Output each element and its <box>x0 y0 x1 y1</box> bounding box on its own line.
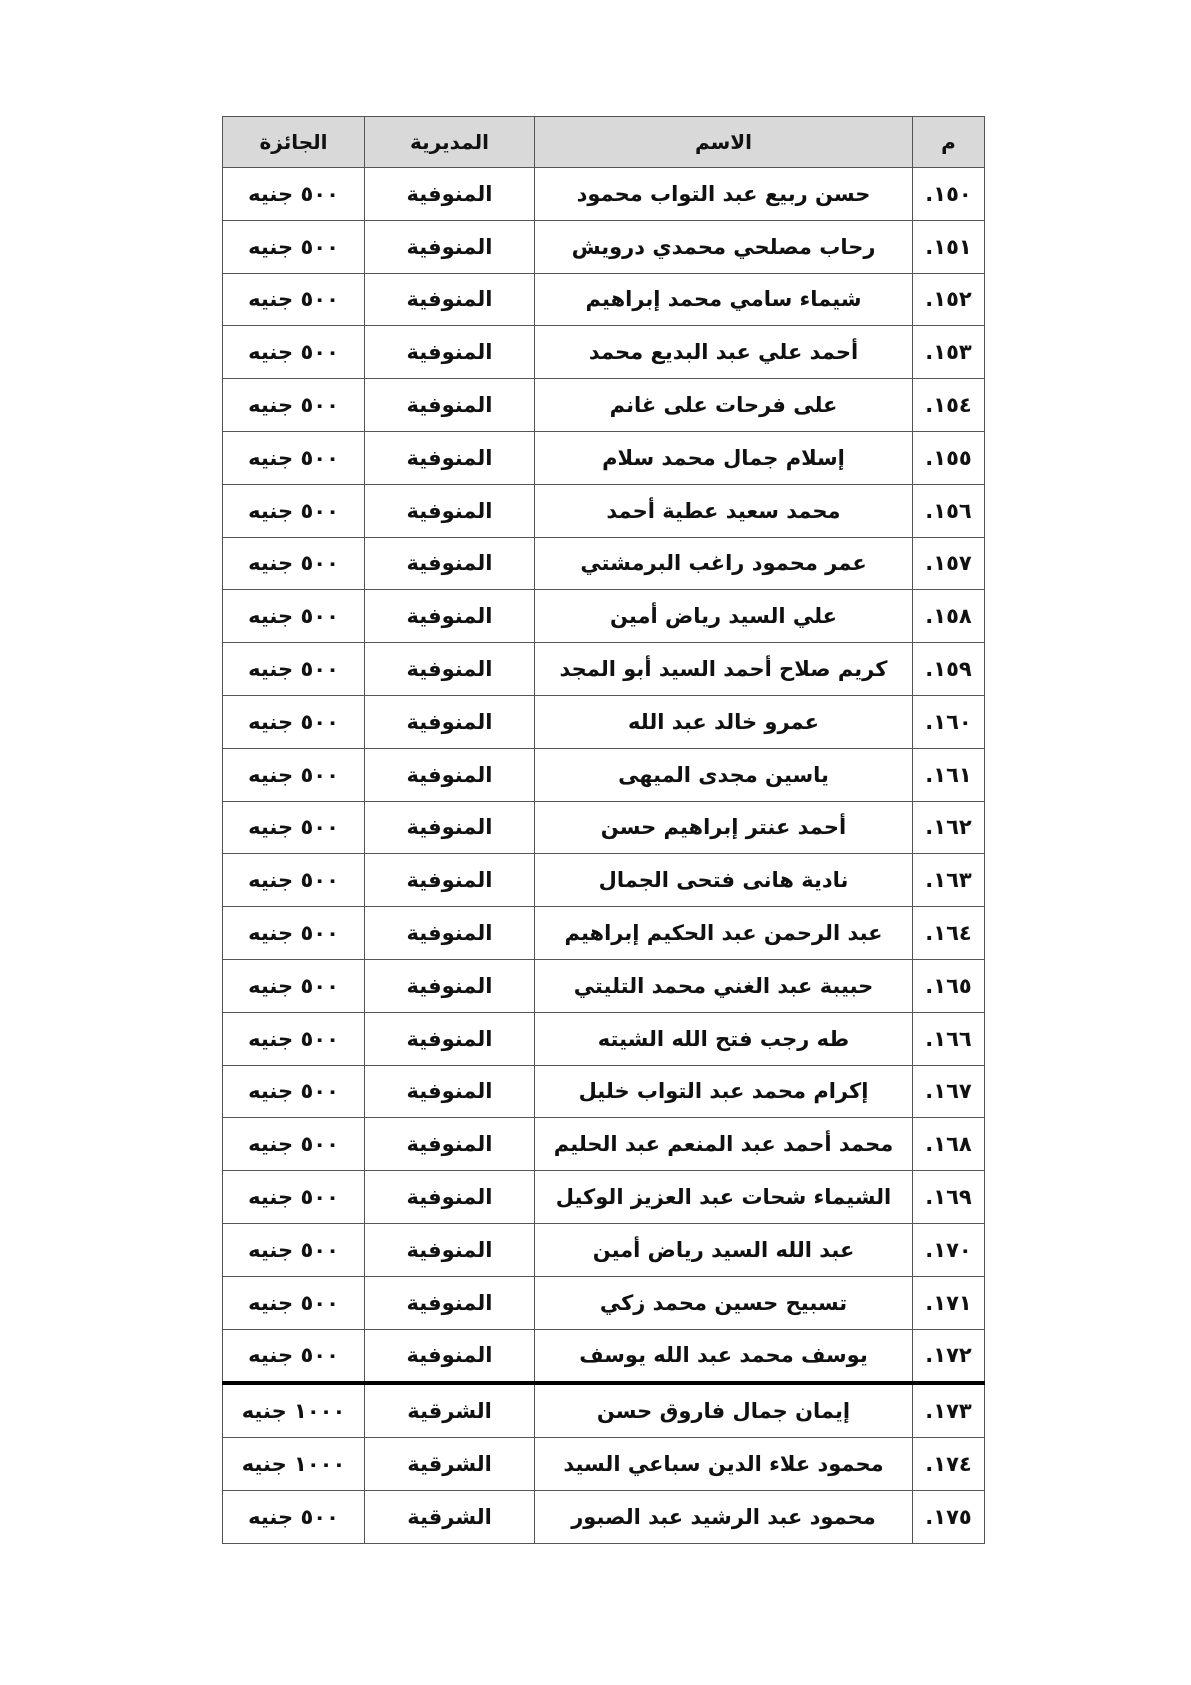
table-row <box>223 590 985 643</box>
header-directorate: المديرية <box>365 117 535 168</box>
row-prize: ٥٠٠ جنيه <box>223 854 365 907</box>
row-directorate: المنوفية <box>365 484 535 537</box>
row-directorate: المنوفية <box>365 273 535 326</box>
row-number: ١٦٤. <box>913 907 985 960</box>
row-prize: ٥٠٠ جنيه <box>223 484 365 537</box>
row-directorate: المنوفية <box>365 801 535 854</box>
row-number: ١٥٩. <box>913 643 985 696</box>
row-name: الشيماء شحات عبد العزيز الوكيل <box>535 1171 913 1224</box>
row-number: ١٦٥. <box>913 959 985 1012</box>
row-prize: ٥٠٠ جنيه <box>223 1065 365 1118</box>
row-prize: ١٠٠٠ جنيه <box>223 1438 365 1491</box>
row-prize: ٥٠٠ جنيه <box>223 1490 365 1543</box>
row-name: تسبيح حسين محمد زكي <box>535 1276 913 1329</box>
row-directorate: المنوفية <box>365 907 535 960</box>
row-name: ياسين مجدى الميهى <box>535 748 913 801</box>
row-number: ١٥٣. <box>913 326 985 379</box>
row-prize: ٥٠٠ جنيه <box>223 748 365 801</box>
row-name: عمر محمود راغب البرمشتي <box>535 537 913 590</box>
row-number: ١٦٨. <box>913 1118 985 1171</box>
table-row <box>223 273 985 326</box>
row-name: كريم صلاح أحمد السيد أبو المجد <box>535 643 913 696</box>
table-row <box>223 643 985 696</box>
row-name: محمود علاء الدين سباعي السيد <box>535 1438 913 1491</box>
table-row <box>223 431 985 484</box>
table-header <box>223 117 985 168</box>
row-name: طه رجب فتح الله الشيته <box>535 1012 913 1065</box>
table-row <box>223 748 985 801</box>
row-directorate: المنوفية <box>365 695 535 748</box>
row-name: حبيبة عبد الغني محمد التليتي <box>535 959 913 1012</box>
table-row <box>223 1223 985 1276</box>
row-number: ١٥٦. <box>913 484 985 537</box>
row-name: إسلام جمال محمد سلام <box>535 431 913 484</box>
table-row <box>223 854 985 907</box>
row-name: عمرو خالد عبد الله <box>535 695 913 748</box>
row-name: أحمد علي عبد البديع محمد <box>535 326 913 379</box>
row-directorate: المنوفية <box>365 168 535 221</box>
table-row <box>223 537 985 590</box>
row-directorate: المنوفية <box>365 1223 535 1276</box>
row-number: ١٧٥. <box>913 1490 985 1543</box>
table-row <box>223 379 985 432</box>
row-prize: ٥٠٠ جنيه <box>223 537 365 590</box>
table-row <box>223 801 985 854</box>
row-directorate: المنوفية <box>365 748 535 801</box>
row-prize: ١٠٠٠ جنيه <box>223 1383 365 1437</box>
row-number: ١٦٣. <box>913 854 985 907</box>
row-name: أحمد عنتر إبراهيم حسن <box>535 801 913 854</box>
row-number: ١٥١. <box>913 220 985 273</box>
table-row <box>223 1118 985 1171</box>
row-directorate: المنوفية <box>365 431 535 484</box>
row-number: ١٧٠. <box>913 1223 985 1276</box>
awards-table <box>222 116 985 1544</box>
row-number: ١٦٦. <box>913 1012 985 1065</box>
row-prize: ٥٠٠ جنيه <box>223 326 365 379</box>
table-row <box>223 326 985 379</box>
row-directorate: المنوفية <box>365 1171 535 1224</box>
row-name: إكرام محمد عبد التواب خليل <box>535 1065 913 1118</box>
table-row <box>223 168 985 221</box>
row-prize: ٥٠٠ جنيه <box>223 643 365 696</box>
header-name: الاسم <box>535 117 913 168</box>
row-number: ١٥٨. <box>913 590 985 643</box>
row-number: ١٦٠. <box>913 695 985 748</box>
row-prize: ٥٠٠ جنيه <box>223 590 365 643</box>
row-name: محمد سعيد عطية أحمد <box>535 484 913 537</box>
row-directorate: المنوفية <box>365 959 535 1012</box>
row-prize: ٥٠٠ جنيه <box>223 1171 365 1224</box>
row-number: ١٧١. <box>913 1276 985 1329</box>
table-row <box>223 1276 985 1329</box>
row-number: ١٧٤. <box>913 1438 985 1491</box>
row-directorate: المنوفية <box>365 326 535 379</box>
row-name: على فرحات على غانم <box>535 379 913 432</box>
row-number: ١٧٢. <box>913 1329 985 1383</box>
row-directorate: الشرقية <box>365 1383 535 1437</box>
row-name: علي السيد رياض أمين <box>535 590 913 643</box>
row-prize: ٥٠٠ جنيه <box>223 220 365 273</box>
row-number: ١٧٣. <box>913 1383 985 1437</box>
table-row <box>223 1012 985 1065</box>
row-prize: ٥٠٠ جنيه <box>223 695 365 748</box>
row-name: شيماء سامي محمد إبراهيم <box>535 273 913 326</box>
row-prize: ٥٠٠ جنيه <box>223 273 365 326</box>
row-number: ١٥٤. <box>913 379 985 432</box>
row-prize: ٥٠٠ جنيه <box>223 1276 365 1329</box>
header-number: م <box>913 117 985 168</box>
row-prize: ٥٠٠ جنيه <box>223 1012 365 1065</box>
row-name: محمود عبد الرشيد عبد الصبور <box>535 1490 913 1543</box>
row-prize: ٥٠٠ جنيه <box>223 907 365 960</box>
table-row <box>223 959 985 1012</box>
row-name: نادية هانى فتحى الجمال <box>535 854 913 907</box>
table-row <box>223 1065 985 1118</box>
row-directorate: المنوفية <box>365 220 535 273</box>
table-row <box>223 1438 985 1491</box>
row-number: ١٥٠. <box>913 168 985 221</box>
header-row <box>223 117 985 168</box>
row-name: عبد الرحمن عبد الحكيم إبراهيم <box>535 907 913 960</box>
row-prize: ٥٠٠ جنيه <box>223 379 365 432</box>
row-directorate: المنوفية <box>365 854 535 907</box>
row-directorate: المنوفية <box>365 1118 535 1171</box>
row-number: ١٦٢. <box>913 801 985 854</box>
row-number: ١٦٩. <box>913 1171 985 1224</box>
row-prize: ٥٠٠ جنيه <box>223 1329 365 1383</box>
awards-document <box>222 116 984 1544</box>
row-directorate: المنوفية <box>365 643 535 696</box>
table-body <box>223 168 985 1544</box>
row-prize: ٥٠٠ جنيه <box>223 801 365 854</box>
row-number: ١٥٥. <box>913 431 985 484</box>
row-prize: ٥٠٠ جنيه <box>223 1118 365 1171</box>
header-prize: الجائزة <box>223 117 365 168</box>
row-prize: ٥٠٠ جنيه <box>223 431 365 484</box>
table-row <box>223 1171 985 1224</box>
row-number: ١٦٧. <box>913 1065 985 1118</box>
row-directorate: الشرقية <box>365 1490 535 1543</box>
row-directorate: الشرقية <box>365 1438 535 1491</box>
row-directorate: المنوفية <box>365 1065 535 1118</box>
row-directorate: المنوفية <box>365 1329 535 1383</box>
row-name: إيمان جمال فاروق حسن <box>535 1383 913 1437</box>
row-name: رحاب مصلحي محمدي درويش <box>535 220 913 273</box>
row-directorate: المنوفية <box>365 379 535 432</box>
row-directorate: المنوفية <box>365 1276 535 1329</box>
row-name: عبد الله السيد رياض أمين <box>535 1223 913 1276</box>
table-row <box>223 484 985 537</box>
row-number: ١٥٧. <box>913 537 985 590</box>
table-row <box>223 907 985 960</box>
table-row <box>223 695 985 748</box>
row-directorate: المنوفية <box>365 1012 535 1065</box>
row-name: يوسف محمد عبد الله يوسف <box>535 1329 913 1383</box>
table-row <box>223 1490 985 1543</box>
row-prize: ٥٠٠ جنيه <box>223 959 365 1012</box>
row-directorate: المنوفية <box>365 590 535 643</box>
row-prize: ٥٠٠ جنيه <box>223 168 365 221</box>
table-row <box>223 220 985 273</box>
row-prize: ٥٠٠ جنيه <box>223 1223 365 1276</box>
row-name: حسن ربيع عبد التواب محمود <box>535 168 913 221</box>
row-name: محمد أحمد عبد المنعم عبد الحليم <box>535 1118 913 1171</box>
row-number: ١٥٢. <box>913 273 985 326</box>
table-row <box>223 1329 985 1383</box>
row-number: ١٦١. <box>913 748 985 801</box>
table-row <box>223 1383 985 1437</box>
row-directorate: المنوفية <box>365 537 535 590</box>
